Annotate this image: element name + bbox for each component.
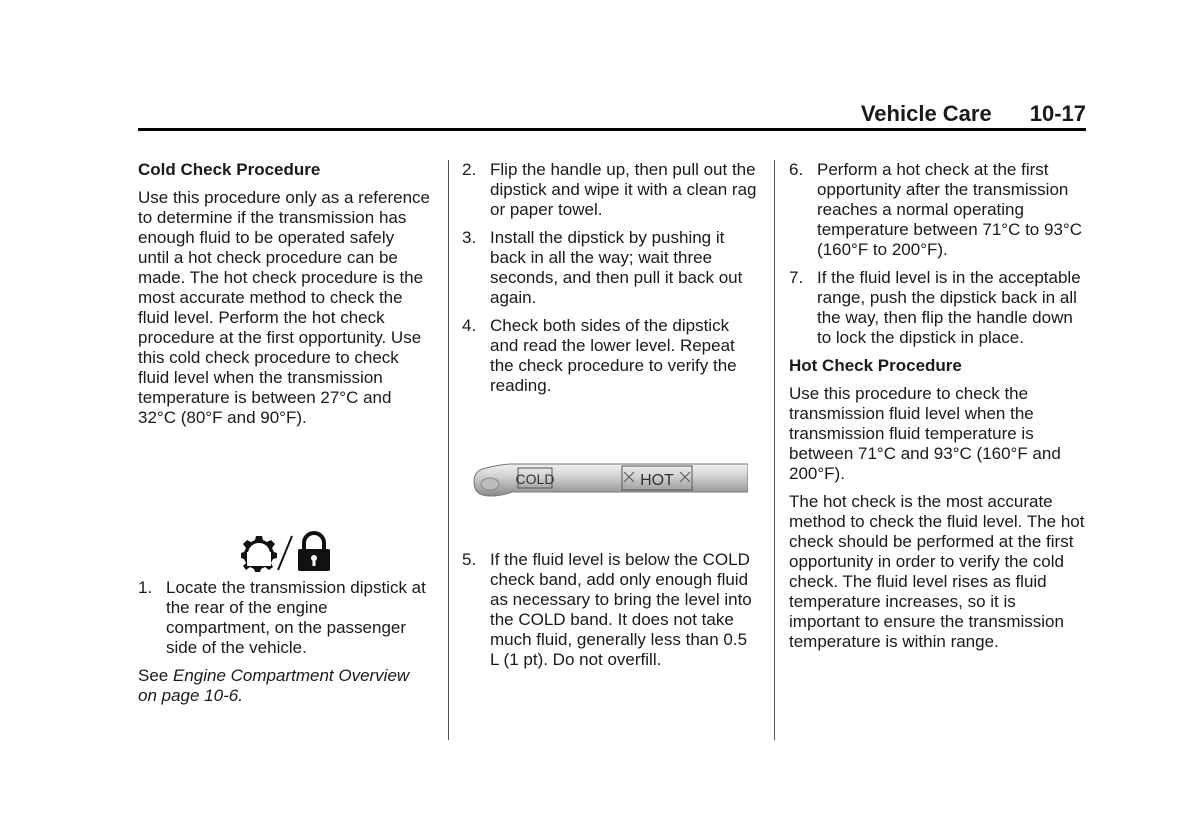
column-divider: [448, 160, 449, 740]
step-text: Install the dipstick by pushing it back in all the way; wait three seconds, and then pull it back out again.: [490, 228, 743, 307]
column-1: [138, 160, 430, 706]
step-text: Flip the handle up, then pull out the dipstick and wipe it with a clean rag or paper towel.: [490, 160, 757, 219]
cross-reference: [138, 666, 430, 706]
see-prefix: See: [138, 666, 173, 685]
step-number: 6.: [789, 160, 804, 179]
step-number: 4.: [462, 316, 477, 335]
list-item: [462, 160, 758, 220]
step-text: If the fluid level is below the COLD check band, add only enough fluid as necessary to bring the level into the COLD band. It does not take much fluid, generally less than 0.5 L (1 pt). Do not overfill.: [490, 550, 752, 669]
column-3: [789, 160, 1085, 660]
page-number: 10-17: [1029, 101, 1086, 126]
see-link[interactable]: Engine Compartment Overview on page 10-6: [138, 666, 410, 705]
header-rule: [138, 128, 1086, 131]
step-text: Perform a hot check at the first opportunity after the transmission reaches a normal operating temperature between 71°C to 93°C (160°F to 200°F).: [817, 160, 1082, 259]
list-item: [789, 160, 1085, 260]
list-item: [789, 268, 1085, 348]
step-text: If the fluid level is in the acceptable range, push the dipstick back in all the way, then flip the handle down to lock the dipstick in place.: [817, 268, 1081, 347]
list-item: [462, 316, 758, 396]
step-text: Locate the transmission dipstick at the rear of the engine compartment, on the passenger side of the vehicle.: [166, 578, 426, 657]
hot-check-body: The hot check is the most accurate method to check the fluid level. The hot check should be performed at the first opportunity in order to verify the cold check. The fluid level rises as fluid temperature increases, so it is important to ensure the transmission temperature is within range.: [789, 492, 1085, 651]
dipstick-illustration: [472, 458, 748, 504]
page-header: [600, 101, 1086, 127]
step-number: 5.: [462, 550, 477, 569]
step-text: Check both sides of the dipstick and read the lower level. Repeat the check procedure to verify the reading.: [490, 316, 737, 395]
step-number: 2.: [462, 160, 477, 179]
step-number: 7.: [789, 268, 804, 287]
column-2: [462, 160, 758, 678]
cold-band-label: COLD: [515, 471, 555, 487]
cold-check-intro: Use this procedure only as a reference to determine if the transmission has enough fluid to be operated safely until a hot check procedure can be made. The hot check procedure is the most accurate method to check the fluid level. Perform the hot check procedure at the first opportunity. Use this cold check procedure to check fluid level when the transmission temperature is between 27°C and 32°C (80°F and 90°F).: [138, 188, 430, 427]
hot-check-intro: Use this procedure to check the transmission fluid level when the transmission fluid temperature is between 71°C and 93°C (160°F and 200°F).: [789, 384, 1061, 483]
hot-band-label: HOT: [640, 472, 674, 489]
cold-check-heading: Cold Check Procedure: [138, 160, 321, 179]
list-item: [462, 228, 758, 308]
see-suffix: .: [238, 686, 243, 705]
step-number: 1.: [138, 578, 153, 597]
list-item: [462, 550, 758, 670]
section-title: Vehicle Care: [860, 101, 992, 126]
hot-check-heading: Hot Check Procedure: [789, 356, 962, 375]
column-divider: [774, 160, 775, 740]
gear-lock-icon: [240, 530, 332, 574]
step-number: 3.: [462, 228, 477, 247]
list-item: [138, 578, 430, 658]
